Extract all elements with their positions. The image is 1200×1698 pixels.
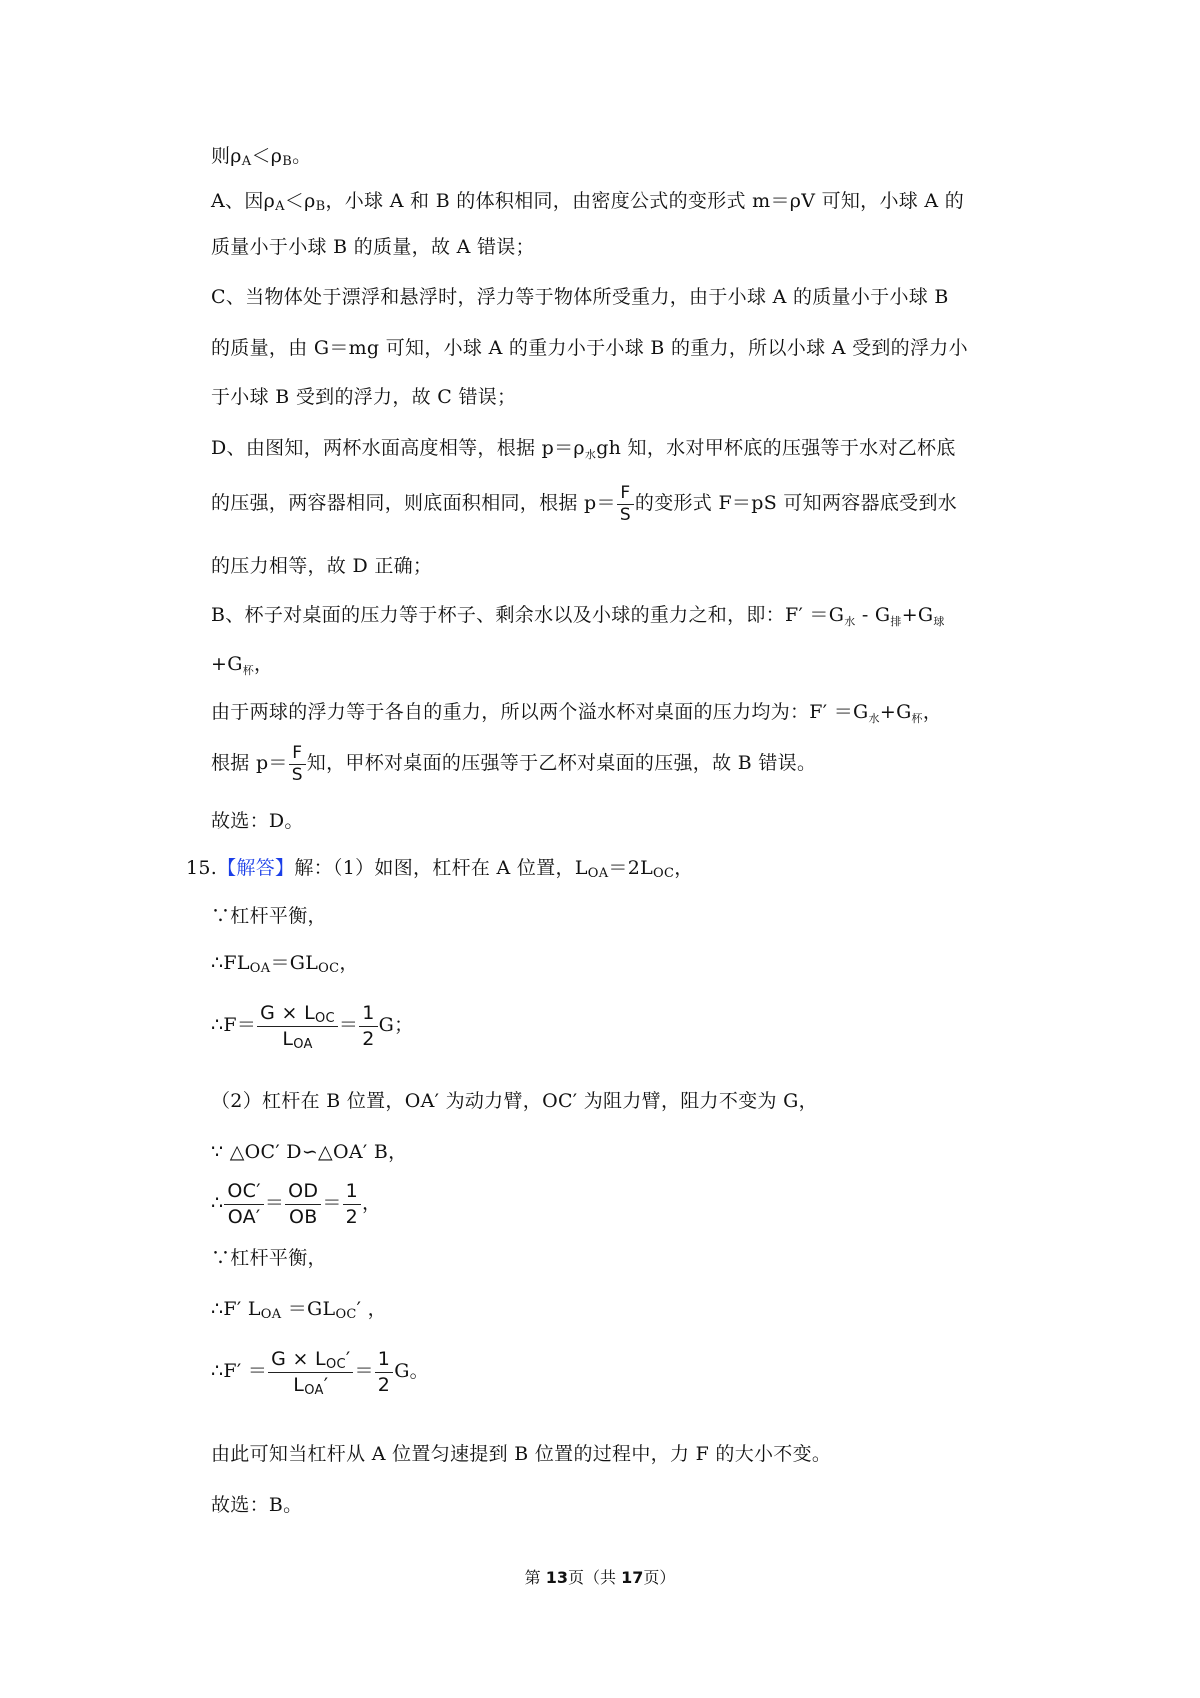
text-line: ∴F′ $L_{OA} =GL_{OC}'$ ， <box>211 1298 387 1322</box>
text-line: B、杯子对桌面的压力等于杯子、剩余水以及小球的重力之和，即：$F' =G_水$ ‑ $G_排+G_球$ <box>211 604 945 628</box>
question-15-heading: 15.【解答】解：（1）如图，杠杆在 A 位置，$L_{OA}=2L_{OC}$， <box>186 857 694 881</box>
fraction-oc-over-oa: $\frac{OC'}{OA'}$ <box>224 1179 263 1230</box>
text-line: D、由图知，两杯水面高度相等，根据 $p=\rho_水gh$ 知，水对甲杯底的压强等于水对乙杯底 <box>211 437 956 461</box>
text-line: 故选：D。 <box>211 810 304 832</box>
formula-line: ∴F＝ $\frac{G \times L_{OC}}{L_{OA}}$ ＝ $\frac{1}{2}$ G； <box>211 1001 414 1052</box>
answer-tag: 【解答】 <box>217 857 295 879</box>
text-line: 的压力相等，故 D 正确； <box>211 555 433 577</box>
text-line: ∵杠杆平衡， <box>211 1247 327 1269</box>
page-footer: 第 13页（共 17页） <box>524 1568 676 1587</box>
text-line: $+G_杯$， <box>211 653 274 677</box>
fraction-od-over-ob: $\frac{OD}{OB}$ <box>285 1179 321 1230</box>
total-pages: 17 <box>621 1568 644 1587</box>
formula-line: ∴ $\frac{OC'}{OA'}$ ＝ $\frac{OD}{OB}$ ＝ $\frac{1}{2}$ ， <box>211 1179 382 1228</box>
text-line: 于小球 B 受到的浮力，故 C 错误； <box>211 386 517 408</box>
text-line: 质量小于小球 B 的质量，故 A 错误； <box>211 236 535 258</box>
text-line: 则$\rho_A<\rho_B$。 <box>211 145 312 169</box>
text-line: 由此可知当杠杆从 A 位置匀速提到 B 位置的过程中，力 F 的大小不变。 <box>211 1443 832 1465</box>
fraction-one-half: $\frac{1}{2}$ <box>343 1179 361 1230</box>
fraction-one-half: $\frac{1}{2}$ <box>359 1001 377 1052</box>
fraction-gloc-over-loa-prime: $\frac{G \times L_{OC}'}{L_{OA}'}$ <box>268 1347 353 1398</box>
page-number: 13 <box>545 1568 568 1587</box>
fraction-f-over-s: $\frac{F}{S}$ <box>289 743 306 786</box>
text-line: 根据 p＝ $\frac{F}{S}$ 知，甲杯对桌面的压强等于乙杯对桌面的压强，故 B 错误。 <box>211 742 817 785</box>
text-line: ∵ △OC′ D∽△OA′ B， <box>211 1141 408 1163</box>
text-line: 故选：B。 <box>211 1494 303 1516</box>
text-line: 的质量，由 G＝mg 可知，小球 A 的重力小于小球 B 的重力，所以小球 A 受到的浮力小 <box>211 337 968 359</box>
formula-line: ∴F′ ＝ $\frac{G \times L_{OC}'}{L_{OA}'}$ ＝ $\frac{1}{2}$ G。 <box>211 1347 429 1398</box>
text-line: C、当物体处于漂浮和悬浮时，浮力等于物体所受重力，由于小球 A 的质量小于小球 B <box>211 286 949 308</box>
fraction-f-over-s: $\frac{F}{S}$ <box>617 483 634 526</box>
text-line: （2）杠杆在 B 位置，OA′ 为动力臂，OC′ 为阻力臂，阻力不变为 G， <box>211 1090 818 1112</box>
text-line: A、因$\rho_A<\rho_B$，小球 A 和 B 的体积相同，由密度公式的变形式 m＝ρV 可知，小球 A 的 <box>211 190 965 214</box>
text-line: 由于两球的浮力等于各自的重力，所以两个溢水杯对桌面的压力均为：$F' =G_水+G_杯$， <box>211 701 943 725</box>
text-line: 的压强，两容器相同，则底面积相同，根据 p＝ $\frac{F}{S}$ 的变形式 F＝pS 可知两容器底受到水 <box>211 482 958 525</box>
fraction-gloc-over-loa: $\frac{G \times L_{OC}}{L_{OA}}$ <box>257 1001 338 1052</box>
text-line: ∵杠杆平衡， <box>211 905 327 927</box>
text-line: $\therefore FL_{OA}=GL_{OC}$， <box>211 952 359 976</box>
fraction-one-half: $\frac{1}{2}$ <box>375 1347 393 1398</box>
